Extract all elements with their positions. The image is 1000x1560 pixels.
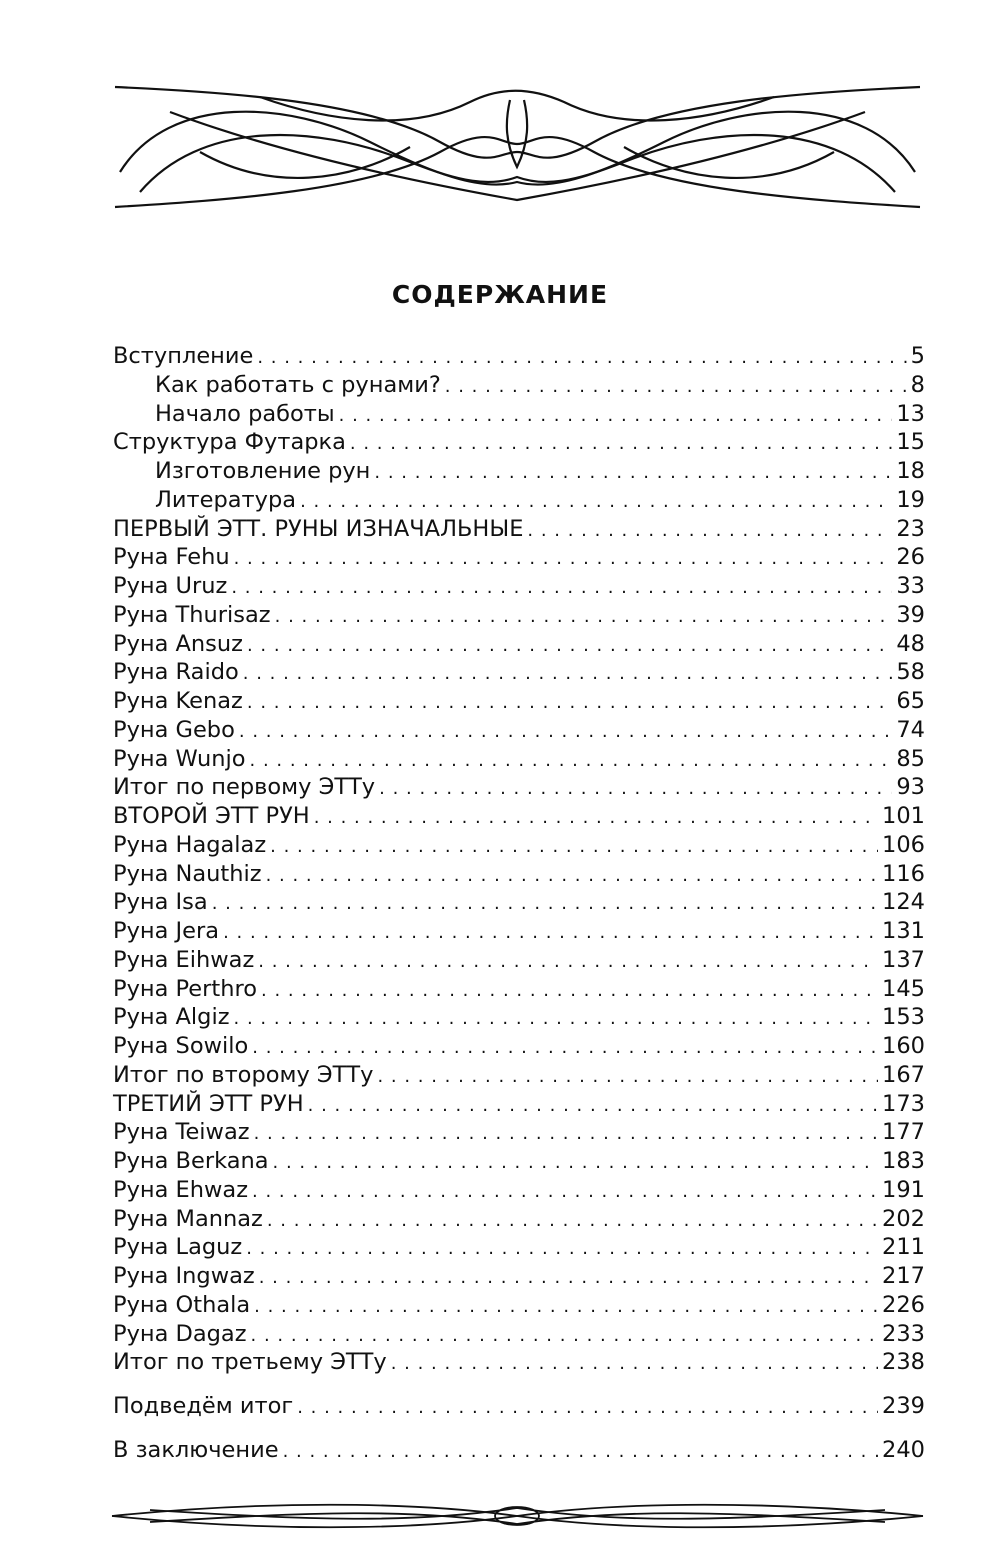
toc-entry-label: Руна Ehwaz <box>113 1176 249 1203</box>
toc-entry <box>113 602 925 631</box>
dot-leader <box>247 631 892 657</box>
dot-leader <box>391 1349 878 1375</box>
toc-entry <box>113 918 925 947</box>
toc-entry-label: Руна Uruz <box>113 573 228 599</box>
toc-entry-label: Итог по третьему ЭТТу <box>113 1349 387 1376</box>
toc-entry-label: Руна Ansuz <box>113 630 243 657</box>
toc-entry-page: 106 <box>882 831 925 858</box>
dot-leader <box>300 487 892 513</box>
dot-leader <box>339 401 893 427</box>
toc-entry-label: Руна Kenaz <box>113 688 243 714</box>
toc-entry-label: Руна Mannaz <box>113 1205 263 1232</box>
toc-entry-label: Итог по второму ЭТТу <box>113 1061 374 1088</box>
toc-entry-label: Начало работы <box>155 400 335 427</box>
top-ornament-flourish <box>110 82 925 212</box>
toc-entry <box>113 889 925 918</box>
toc-entry-page: 5 <box>910 343 925 369</box>
dot-leader <box>379 774 892 800</box>
toc-entry <box>113 688 925 717</box>
toc-entry-page: 58 <box>896 659 925 686</box>
toc-entry <box>113 372 925 401</box>
toc-entry-label: ВТОРОЙ ЭТТ РУН <box>113 803 310 829</box>
dot-leader <box>374 458 892 484</box>
toc-entry <box>113 1206 925 1235</box>
toc-entry-page: 74 <box>896 716 925 743</box>
dot-leader <box>251 1321 879 1347</box>
toc-entry-page: 39 <box>896 601 925 628</box>
toc-entry-label: Структура Футарка <box>113 429 346 456</box>
toc-entry <box>113 947 925 976</box>
dot-leader <box>308 1091 878 1117</box>
toc-entry-label: Итог по первому ЭТТу <box>113 774 376 801</box>
toc-entry <box>113 1177 925 1206</box>
dot-leader <box>254 1292 878 1318</box>
toc-entry-page: 23 <box>896 515 925 542</box>
toc-entry-label: Руна Dagaz <box>113 1320 247 1347</box>
dot-leader <box>231 573 892 599</box>
toc-entry-label: Руна Teiwaz <box>113 1119 250 1146</box>
toc-entry <box>113 573 925 602</box>
dot-leader <box>234 1004 879 1030</box>
toc-entry <box>113 1292 925 1321</box>
toc-entry-page: 238 <box>882 1349 925 1376</box>
toc-entry-label: Руна Perthro <box>113 975 257 1002</box>
toc-entry-page: 13 <box>896 400 925 427</box>
toc-entry-page: 101 <box>882 803 925 829</box>
toc-entry-page: 211 <box>882 1234 925 1261</box>
toc-entry-page: 85 <box>896 745 925 772</box>
toc-entry-page: 19 <box>896 486 925 513</box>
dot-leader <box>246 1234 878 1260</box>
toc-entry-label: Руна Ingwaz <box>113 1263 255 1289</box>
toc-entry-label: Руна Isa <box>113 889 208 916</box>
toc-entry <box>113 1234 925 1263</box>
toc-entry <box>113 458 925 487</box>
toc-entry-label: Руна Algiz <box>113 1004 230 1031</box>
toc-entry <box>113 1004 925 1033</box>
toc-entry-label: Руна Eihwaz <box>113 946 255 973</box>
toc-entry-label: Руна Gebo <box>113 716 235 743</box>
toc-entry <box>113 1321 925 1350</box>
toc-entry-page: 202 <box>882 1205 925 1232</box>
toc-entry-page: 15 <box>896 429 925 456</box>
dot-leader <box>212 889 878 915</box>
table-of-contents <box>113 343 925 1466</box>
dot-leader <box>258 947 878 973</box>
toc-entry-page: 65 <box>896 688 925 714</box>
toc-entry <box>113 861 925 890</box>
toc-entry <box>113 1437 925 1466</box>
toc-entry-page: 226 <box>882 1291 925 1318</box>
dot-leader <box>261 976 878 1002</box>
toc-entry-label: Руна Thurisaz <box>113 601 271 628</box>
dot-leader <box>267 1206 878 1232</box>
toc-entry-label: Руна Hagalaz <box>113 831 267 858</box>
toc-entry <box>113 429 925 458</box>
dot-leader <box>270 832 878 858</box>
toc-entry <box>113 1393 925 1422</box>
toc-entry <box>113 401 925 430</box>
toc-entry-label: В заключение <box>113 1436 279 1463</box>
toc-entry-label: Изготовление рун <box>155 458 371 484</box>
dot-leader <box>234 544 893 570</box>
toc-entry-page: 183 <box>882 1148 925 1174</box>
dot-leader <box>283 1437 878 1463</box>
toc-entry-page: 48 <box>896 630 925 657</box>
toc-entry <box>113 1091 925 1120</box>
dot-leader <box>223 918 878 944</box>
toc-entry-page: 160 <box>882 1033 925 1059</box>
toc-entry-page: 26 <box>896 544 925 571</box>
dot-leader <box>350 429 892 455</box>
toc-entry-label: Литература <box>155 486 297 513</box>
toc-entry-label: Руна Fehu <box>113 544 230 571</box>
toc-entry-label: Руна Othala <box>113 1291 251 1318</box>
toc-entry <box>113 803 925 832</box>
toc-entry-page: 145 <box>882 975 925 1002</box>
dot-leader <box>243 659 893 685</box>
toc-entry-label: Руна Nauthiz <box>113 860 262 887</box>
toc-entry-page: 116 <box>882 860 925 887</box>
dot-leader <box>247 688 892 714</box>
dot-leader <box>239 717 892 743</box>
toc-entry-page: 124 <box>882 889 925 916</box>
toc-entry-page: 233 <box>882 1320 925 1347</box>
toc-entry-page: 33 <box>896 573 925 599</box>
toc-entry-label: ПЕРВЫЙ ЭТТ. РУНЫ ИЗНАЧАЛЬНЫЕ <box>113 515 524 542</box>
toc-entry <box>113 1062 925 1091</box>
toc-entry-label: Как работать с рунами? <box>155 371 441 398</box>
toc-entry-page: 173 <box>882 1090 925 1117</box>
toc-entry <box>113 544 925 573</box>
toc-entry-page: 240 <box>882 1436 925 1463</box>
dot-leader <box>275 602 893 628</box>
toc-entry <box>113 1119 925 1148</box>
toc-entry <box>113 516 925 545</box>
toc-entry <box>113 343 925 372</box>
toc-entry-label: Руна Laguz <box>113 1234 243 1261</box>
dot-leader <box>527 516 892 542</box>
toc-entry-page: 177 <box>882 1119 925 1146</box>
toc-entry <box>113 1349 925 1378</box>
toc-entry-page: 18 <box>896 458 925 484</box>
toc-entry <box>113 832 925 861</box>
toc-entry <box>113 717 925 746</box>
toc-entry-page: 167 <box>882 1061 925 1088</box>
toc-entry <box>113 774 925 803</box>
toc-entry <box>113 1033 925 1062</box>
toc-entry-page: 131 <box>882 918 925 944</box>
toc-entry <box>113 976 925 1005</box>
toc-entry-label: Руна Sowilo <box>113 1033 249 1059</box>
toc-entry-page: 93 <box>896 774 925 801</box>
dot-leader <box>297 1393 878 1419</box>
toc-entry-page: 137 <box>882 946 925 973</box>
bottom-ornament-flourish <box>110 1496 925 1536</box>
toc-entry-label: Руна Wunjo <box>113 745 246 772</box>
toc-entry-page: 217 <box>882 1263 925 1289</box>
toc-entry-page: 239 <box>882 1393 925 1419</box>
toc-entry <box>113 659 925 688</box>
dot-leader <box>252 1177 878 1203</box>
dot-leader <box>273 1148 879 1174</box>
toc-entry-label: ТРЕТИЙ ЭТТ РУН <box>113 1090 304 1117</box>
toc-entry <box>113 487 925 516</box>
dot-leader <box>257 343 906 369</box>
toc-entry <box>113 631 925 660</box>
dot-leader <box>377 1062 878 1088</box>
dot-leader <box>445 372 907 398</box>
toc-entry-label: Руна Raido <box>113 659 239 686</box>
dot-leader <box>266 861 878 887</box>
toc-entry-page: 191 <box>882 1176 925 1203</box>
dot-leader <box>250 746 893 772</box>
toc-entry <box>113 1148 925 1177</box>
dot-leader <box>252 1033 878 1059</box>
dot-leader <box>314 803 878 829</box>
toc-entry <box>113 1263 925 1292</box>
page-title: СОДЕРЖАНИЕ <box>391 280 609 309</box>
toc-entry-label: Руна Jera <box>113 918 220 944</box>
toc-entry-label: Подведём итог <box>113 1393 294 1419</box>
dot-leader <box>254 1119 878 1145</box>
toc-entry-page: 8 <box>910 371 925 398</box>
toc-entry <box>113 746 925 775</box>
dot-leader <box>259 1263 878 1289</box>
toc-entry-page: 153 <box>882 1004 925 1031</box>
toc-entry-label: Вступление <box>113 343 254 369</box>
toc-entry-label: Руна Berkana <box>113 1148 269 1174</box>
